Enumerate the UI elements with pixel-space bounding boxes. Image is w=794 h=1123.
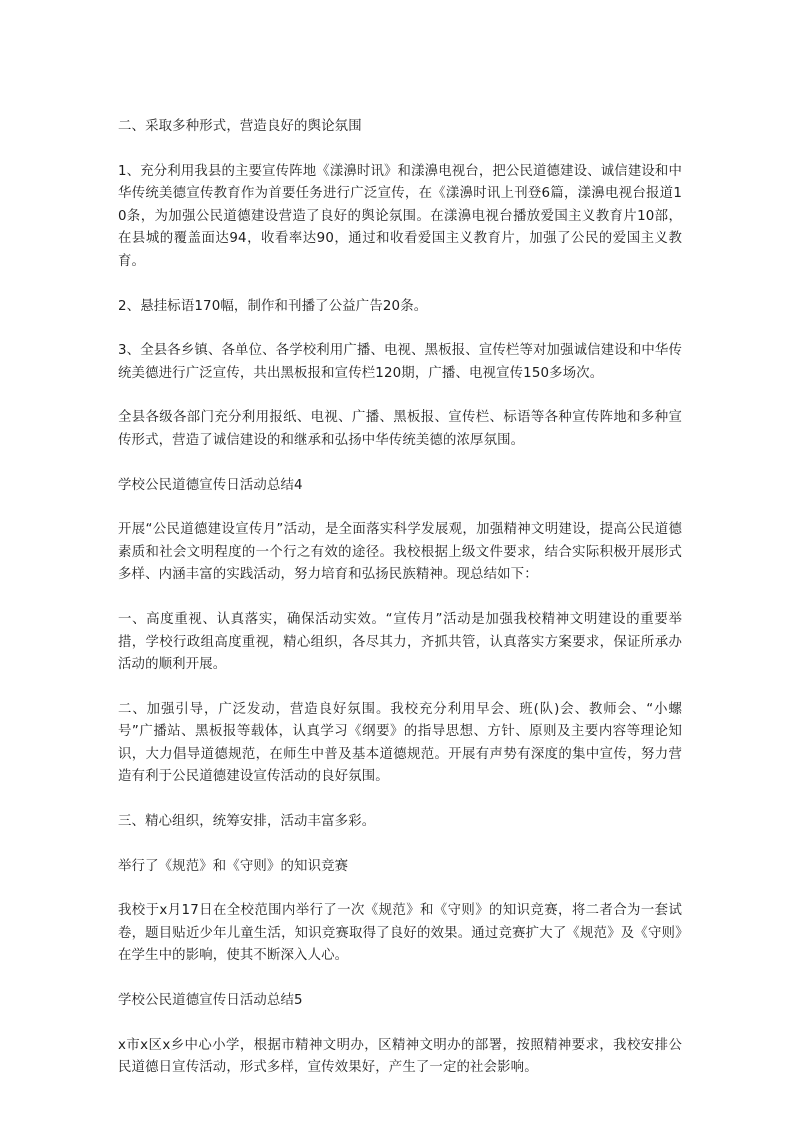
paragraph-intro: 开展“公民道德建设宣传月”活动，是全面落实科学发展观，加强精神文明建设，提高公民道德素质和社会文明程度的一个行之有效的途径。我校根据上级文件要求，结合实际积极开展形式多样、内涵丰富的实践活动，努力培育和弘扬民族精神。现总结如下： — [118, 522, 682, 583]
paragraph-item-3: 3、全县各乡镇、各单位、各学校利用广播、电视、黑板报、宣传栏等对加强诚信建设和中华传统美德进行广泛宣传，共出黑板报和宣传栏120期，广播、电视宣传150多场次。 — [118, 343, 682, 381]
paragraph-item-1: 1、充分利用我县的主要宣传阵地《漾濞时讯》和漾濞电视台，把公民道德建设、诚信建设和中华传统美德宣传教育作为首要任务进行广泛宣传，在《漾濞时讯上刊登6篇，漾濞电视台报道10条，为加强公民道德建设营造了良好的舆论氛围。在漾濞电视台播放爱国主义教育片10部，在县城的覆盖面达94，收看率达90，通过和收看爱国主义教育片，加强了公民的爱国主义教育。 — [118, 163, 682, 269]
paragraph-school: x市x区x乡中心小学，根据市精神文明办，区精神文明办的部署，按照精神要求，我校安排公民道德日宣传活动，形式多样，宣传效果好，产生了一定的社会影响。 — [118, 1037, 682, 1076]
paragraph-point-2: 二、加强引导，广泛发动，营造良好氛围。我校充分利用早会、班(队)会、教师会、“小螺号”广播站、黑板报等载体，认真学习《纲要》的指导思想、方针、原则及主要内容等理论知识，大力倡导道德规范，在师生中普及基本道德规范。开展有声势有深度的集中宣传，努力营造有利于公民道德建设宣传活动的良好氛围。 — [118, 701, 682, 785]
paragraph-point-1: 一、高度重视、认真落实，确保活动实效。“宣传月”活动是加强我校精神文明建设的重要举措，学校行政组高度重视，精心组织，各尽其力，齐抓共管，认真落实方案要求，保证所承办活动的顺利开展。 — [118, 611, 682, 673]
paragraph-quiz: 我校于x月17日在全校范围内举行了一次《规范》和《守则》的知识竞赛，将二者合为一套试卷，题目贴近少年儿童生活，知识竞赛取得了良好的效果。通过竞赛扩大了《规范》及《守则》在学生中的影响，使其不断深入人心。 — [118, 903, 682, 964]
section-heading-3: 三、精心组织，统筹安排，活动丰富多彩。 — [118, 814, 376, 830]
paragraph-item-2: 2、悬挂标语170幅，制作和刊播了公益广告20条。 — [118, 298, 428, 314]
summary-title-4: 学校公民道德宣传日活动总结4 — [118, 477, 303, 493]
document-page — [118, 116, 682, 1102]
subheading-quiz: 举行了《规范》和《守则》的知识竞赛 — [118, 858, 349, 874]
summary-title-5: 学校公民道德宣传日活动总结5 — [118, 993, 303, 1009]
section-heading-2: 二、采取多种形式，营造良好的舆论氛围 — [118, 119, 362, 134]
paragraph-summary: 全县各级各部门充分利用报纸、电视、广播、黑板报、宣传栏、标语等各种宣传阵地和多种宣传形式，营造了诚信建设的和继承和弘扬中华传统美德的浓厚氛围。 — [118, 410, 682, 448]
